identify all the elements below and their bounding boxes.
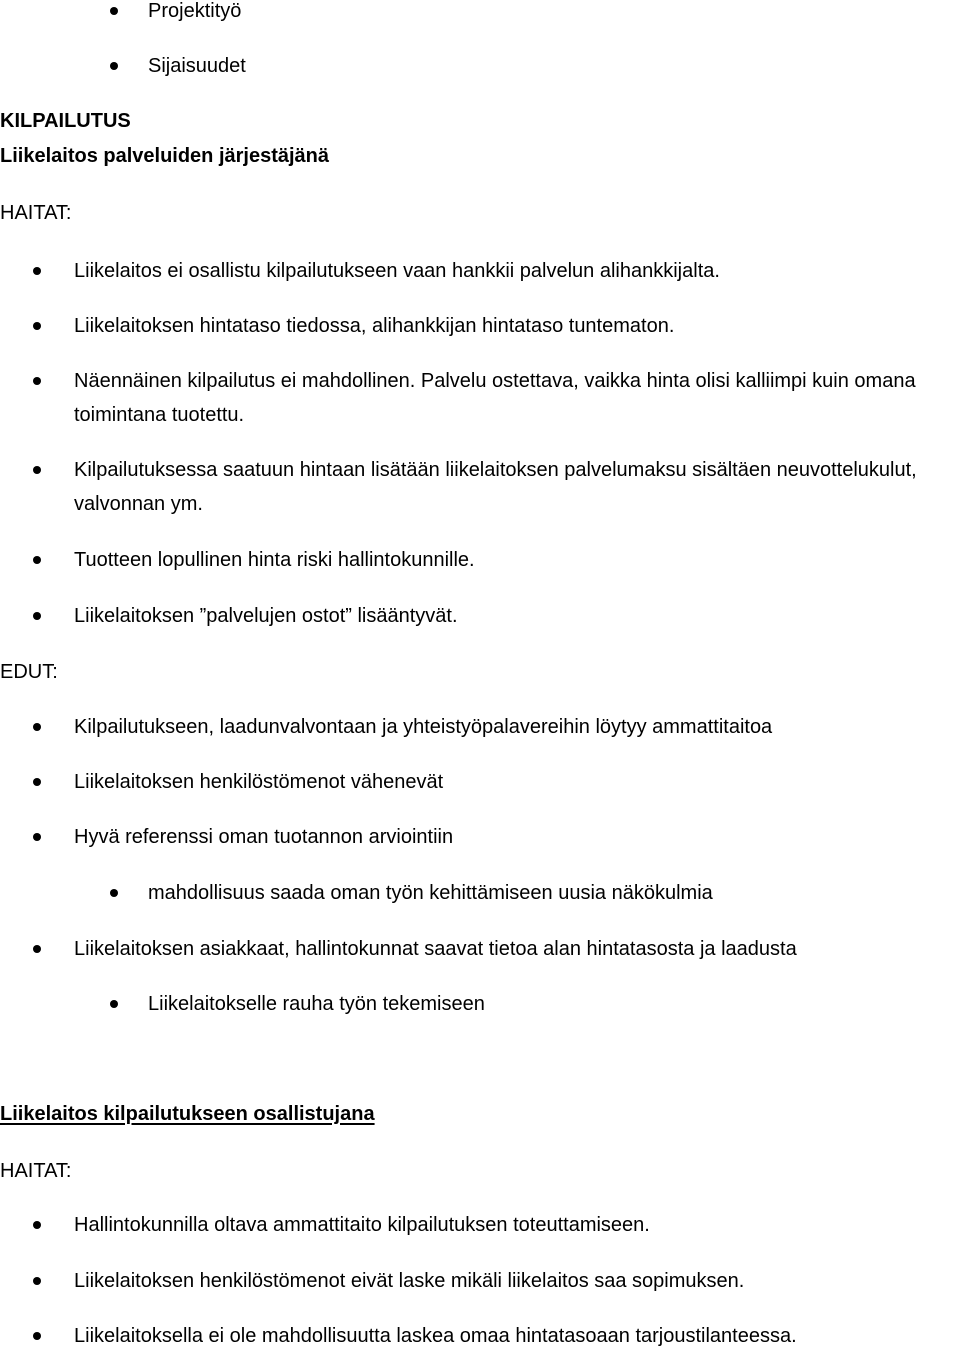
list-item: [74, 932, 960, 966]
list-item-text: Liikelaitoksen ”palvelujen ostot” lisääntyvät.: [74, 605, 458, 627]
bullet-icon: [110, 1000, 118, 1008]
list-item: [74, 1208, 960, 1242]
list-item: [74, 543, 960, 577]
list-item-text: mahdollisuus saada oman työn kehittämiseen uusia näkökulmia: [148, 882, 713, 904]
bullet-icon: [110, 62, 118, 70]
list-item-text: Sijaisuudet: [148, 55, 246, 77]
list-item: [74, 364, 960, 432]
list-item: [74, 1319, 960, 1353]
list-item: [148, 987, 948, 1021]
edut-label: EDUT:: [0, 661, 58, 683]
bullet-icon: [33, 778, 41, 786]
section-title: KILPAILUTUS: [0, 110, 131, 132]
list-item: [74, 254, 960, 288]
bullet-icon: [33, 612, 41, 620]
haitat-label: HAITAT:: [0, 202, 72, 224]
list-item: [74, 1264, 960, 1298]
list-item: [74, 820, 960, 854]
bullet-icon: [33, 1221, 41, 1229]
list-item-text: Näennäinen kilpailutus ei mahdollinen. Palvelu ostettava, vaikka hinta olisi kalliimpi kuin omana toimintana tuotettu.: [74, 370, 916, 426]
bullet-icon: [33, 1277, 41, 1285]
list-item: [74, 710, 960, 744]
bullet-icon: [33, 556, 41, 564]
bullet-icon: [33, 945, 41, 953]
list-item-text: Hyvä referenssi oman tuotannon arviointiin: [74, 826, 454, 848]
section-title: Liikelaitos kilpailutukseen osallistujana: [0, 1103, 375, 1125]
bullet-icon: [33, 833, 41, 841]
bullet-icon: [33, 723, 41, 731]
bullet-icon: [33, 322, 41, 330]
list-item: [74, 309, 960, 343]
bullet-icon: [33, 377, 41, 385]
section-subtitle: Liikelaitos palveluiden järjestäjänä: [0, 145, 330, 167]
list-item: [148, 49, 948, 83]
list-item-text: Liikelaitoksen henkilöstömenot vähenevät: [74, 771, 444, 793]
bullet-icon: [33, 267, 41, 275]
list-item: [148, 0, 948, 28]
list-item-text: Tuotteen lopullinen hinta riski hallintokunnille.: [74, 549, 475, 571]
list-item-text: Hallintokunnilla oltava ammattitaito kilpailutuksen toteuttamiseen.: [74, 1214, 650, 1236]
list-item: [148, 876, 948, 910]
list-item-text: Projektityö: [148, 0, 242, 22]
bullet-icon: [33, 466, 41, 474]
haitat-label: HAITAT:: [0, 1160, 72, 1182]
bullet-icon: [110, 889, 118, 897]
list-item-text: Kilpailutuksessa saatuun hintaan lisätään liikelaitoksen palvelumaksu sisältäen neuvottelukulut, valvonnan ym.: [74, 459, 917, 515]
list-item-text: Liikelaitoksen asiakkaat, hallintokunnat saavat tietoa alan hintatasosta ja laadusta: [74, 938, 797, 960]
list-item: [74, 765, 960, 799]
list-item: [74, 599, 960, 633]
list-item-text: Liikelaitokselle rauha työn tekemiseen: [148, 993, 485, 1015]
bullet-icon: [33, 1332, 41, 1340]
list-item-text: Liikelaitos ei osallistu kilpailutukseen vaan hankkii palvelun alihankkijalta.: [74, 260, 720, 282]
bullet-icon: [110, 7, 118, 15]
list-item-text: Liikelaitoksella ei ole mahdollisuutta laskea omaa hintatasoaan tarjoustilanteessa.: [74, 1325, 797, 1347]
list-item: [74, 453, 960, 521]
list-item-text: Kilpailutukseen, laadunvalvontaan ja yhteistyöpalavereihin löytyy ammattitaitoa: [74, 716, 773, 738]
list-item-text: Liikelaitoksen hintataso tiedossa, alihankkijan hintataso tuntematon.: [74, 315, 675, 337]
list-item-text: Liikelaitoksen henkilöstömenot eivät laske mikäli liikelaitos saa sopimuksen.: [74, 1270, 745, 1292]
